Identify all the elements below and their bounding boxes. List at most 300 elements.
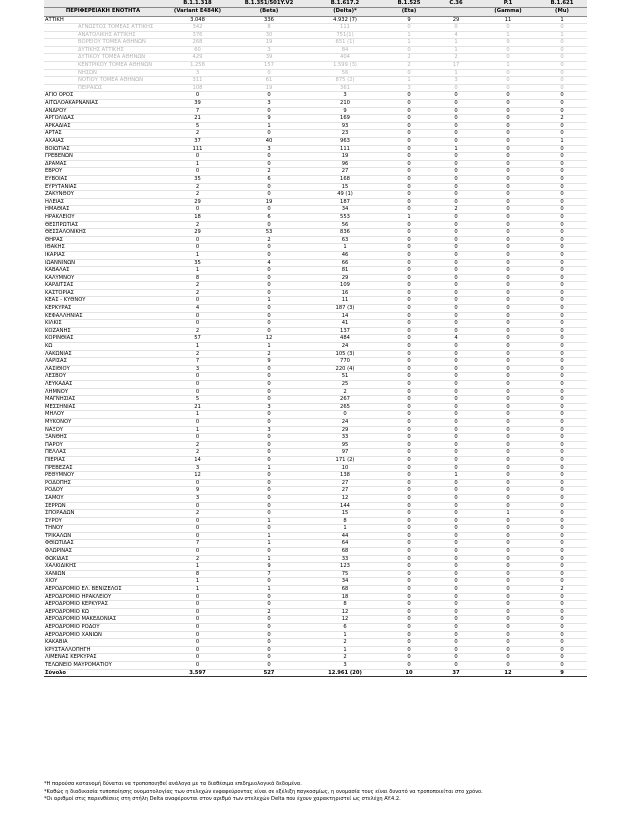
count-cell: 0 (385, 115, 433, 123)
count-cell: 0 (233, 289, 305, 297)
count-cell: 3 (233, 426, 305, 434)
count-cell: 0 (433, 244, 479, 252)
count-cell: 0 (385, 358, 433, 366)
count-cell: 0 (385, 411, 433, 419)
count-cell: 33 (305, 555, 385, 563)
count-cell: 11 (479, 16, 537, 24)
count-cell: 0 (433, 487, 479, 495)
count-cell: 1 (162, 160, 233, 168)
count-cell: 0 (233, 661, 305, 669)
count-cell: 8 (305, 517, 385, 525)
total-row (44, 669, 587, 677)
count-cell: 0 (433, 198, 479, 206)
count-cell: 0 (479, 138, 537, 146)
region-name-cell: ΚΩ (44, 343, 162, 351)
table-row (44, 365, 587, 373)
table-row (44, 487, 587, 495)
count-cell: 0 (385, 639, 433, 647)
count-cell: 0 (433, 532, 479, 540)
count-cell: 0 (433, 84, 479, 92)
count-cell: 0 (479, 373, 537, 381)
count-cell: 0 (233, 479, 305, 487)
count-cell: 0 (433, 540, 479, 548)
count-cell: 2 (433, 54, 479, 62)
count-cell: 0 (479, 426, 537, 434)
count-cell: 0 (433, 274, 479, 282)
count-cell: 12 (233, 335, 305, 343)
count-cell: 0 (433, 115, 479, 123)
count-cell: 0 (479, 122, 537, 130)
count-cell: 0 (537, 525, 587, 533)
count-cell: 19 (233, 84, 305, 92)
count-cell: 0 (162, 525, 233, 533)
sub-region-row (44, 31, 587, 39)
count-cell: 0 (479, 213, 537, 221)
count-cell: 0 (537, 472, 587, 480)
count-cell: 17 (433, 62, 479, 70)
count-cell: 0 (433, 631, 479, 639)
region-name-cell: ΚΕΦΑΛΛΗΝΙΑΣ (44, 312, 162, 320)
count-cell: 64 (305, 540, 385, 548)
count-cell: 3 (233, 100, 305, 108)
count-cell: 2 (385, 54, 433, 62)
count-cell: 0 (162, 479, 233, 487)
count-cell: 68 (305, 586, 385, 594)
count-cell: 0 (479, 282, 537, 290)
count-cell: 95 (305, 441, 385, 449)
count-cell: 0 (537, 441, 587, 449)
table-row (44, 305, 587, 313)
count-cell: 0 (433, 365, 479, 373)
count-cell: 0 (479, 46, 537, 54)
count-cell: 0 (479, 570, 537, 578)
region-name-cell: ΚΕΡΚΥΡΑΣ (44, 305, 162, 313)
table-row (44, 601, 587, 609)
count-cell: 0 (385, 608, 433, 616)
count-cell: 0 (162, 244, 233, 252)
count-cell: 0 (537, 661, 587, 669)
count-cell: 0 (233, 388, 305, 396)
count-cell: 0 (479, 624, 537, 632)
region-name-cell: ΕΒΡΟΥ (44, 168, 162, 176)
table-row (44, 183, 587, 191)
count-cell: 0 (385, 160, 433, 168)
column-header: (Mu) (537, 8, 587, 17)
table-row (44, 646, 587, 654)
count-cell: 144 (305, 502, 385, 510)
count-cell: 0 (537, 494, 587, 502)
count-cell: 0 (479, 24, 537, 32)
count-cell: 27 (305, 479, 385, 487)
count-cell: 0 (385, 24, 433, 32)
count-cell: 3 (305, 661, 385, 669)
region-name-cell: ΛΑΡΙΣΑΣ (44, 358, 162, 366)
count-cell: 0 (433, 616, 479, 624)
count-cell: 0 (433, 601, 479, 609)
sub-region-row (44, 77, 587, 85)
region-name-cell: ΑΕΡΟΔΡΟΜΙΟ ΚΕΡΚΥΡΑΣ (44, 601, 162, 609)
region-name-cell: ΒΟΙΩΤΙΑΣ (44, 145, 162, 153)
count-cell: 0 (537, 343, 587, 351)
count-cell: 0 (479, 168, 537, 176)
count-cell: 0 (385, 396, 433, 404)
region-name-cell: ΦΩΚΙΔΑΣ (44, 555, 162, 563)
region-name-cell: ΚΕΑΣ - ΚΥΘΝΟΥ (44, 297, 162, 305)
table-row (44, 411, 587, 419)
count-cell: 57 (162, 335, 233, 343)
count-cell: 0 (385, 570, 433, 578)
count-cell: 8 (305, 601, 385, 609)
count-cell: 1 (385, 77, 433, 85)
count-cell: 0 (233, 593, 305, 601)
count-cell: 0 (479, 191, 537, 199)
count-cell: 0 (537, 654, 587, 662)
table-row (44, 115, 587, 123)
count-cell: 2 (162, 510, 233, 518)
count-cell: 0 (537, 593, 587, 601)
count-cell: 109 (305, 282, 385, 290)
count-cell: 2 (385, 62, 433, 70)
count-cell: 0 (433, 343, 479, 351)
table-row (44, 107, 587, 115)
table-row (44, 586, 587, 594)
count-cell: 1 (305, 646, 385, 654)
count-cell: 0 (162, 312, 233, 320)
column-header: B.1.617.2 (305, 0, 385, 8)
count-cell: 1 (162, 411, 233, 419)
count-cell: 0 (385, 578, 433, 586)
count-cell: 1 (385, 213, 433, 221)
count-cell: 0 (433, 130, 479, 138)
count-cell: 2 (537, 586, 587, 594)
count-cell: 0 (433, 107, 479, 115)
count-cell: 0 (385, 175, 433, 183)
count-cell: 0 (433, 510, 479, 518)
count-cell: 0 (433, 517, 479, 525)
table-row (44, 244, 587, 252)
count-cell: 0 (433, 229, 479, 237)
count-cell: 0 (479, 608, 537, 616)
count-cell: 1.258 (162, 62, 233, 70)
region-name-cell: ΑΙΤΩΛΟΑΚΑΡΝΑΝΙΑΣ (44, 100, 162, 108)
count-cell: 0 (385, 107, 433, 115)
count-cell: 0 (433, 259, 479, 267)
count-cell: 0 (433, 593, 479, 601)
count-cell: 336 (233, 16, 305, 24)
count-cell: 51 (305, 373, 385, 381)
count-cell: 6 (233, 175, 305, 183)
count-cell: 0 (479, 312, 537, 320)
count-cell: 29 (162, 229, 233, 237)
count-cell: 1 (162, 267, 233, 275)
count-cell: 0 (433, 525, 479, 533)
count-cell: 0 (162, 388, 233, 396)
count-cell: 0 (479, 525, 537, 533)
count-cell: 2 (162, 449, 233, 457)
count-cell: 0 (433, 175, 479, 183)
count-cell: 169 (305, 115, 385, 123)
count-cell: 9 (385, 16, 433, 24)
count-cell: 0 (385, 661, 433, 669)
count-cell: 9 (479, 39, 537, 47)
count-cell: 0 (433, 267, 479, 275)
count-cell: 0 (479, 77, 537, 85)
count-cell: 0 (385, 449, 433, 457)
region-name-cell: ΚΟΡΙΝΘΙΑΣ (44, 335, 162, 343)
table-row (44, 160, 587, 168)
count-cell: 0 (385, 418, 433, 426)
count-cell: 0 (433, 24, 479, 32)
count-cell: 0 (537, 282, 587, 290)
count-cell: 0 (385, 138, 433, 146)
count-cell: 0 (385, 251, 433, 259)
count-cell: 0 (162, 631, 233, 639)
count-cell: 0 (385, 327, 433, 335)
count-cell: 9 (233, 358, 305, 366)
count-cell: 0 (537, 69, 587, 77)
table-row (44, 449, 587, 457)
region-name-cell: ΧΙΟΥ (44, 578, 162, 586)
region-name-cell: ΣΥΡΟΥ (44, 517, 162, 525)
count-cell: 0 (479, 107, 537, 115)
count-cell: 12 (162, 472, 233, 480)
count-cell: 11 (305, 297, 385, 305)
count-cell: 1 (233, 586, 305, 594)
column-header: P.1 (479, 0, 537, 8)
count-cell: 0 (233, 312, 305, 320)
count-cell: 0 (233, 456, 305, 464)
count-cell: 7 (233, 570, 305, 578)
count-cell: 0 (385, 540, 433, 548)
count-cell: 404 (305, 54, 385, 62)
count-cell: 0 (479, 358, 537, 366)
region-name-cell: ΘΗΡΑΣ (44, 236, 162, 244)
count-cell: 0 (233, 434, 305, 442)
table-row (44, 540, 587, 548)
total-count-cell: 12 (479, 669, 537, 677)
table-row (44, 229, 587, 237)
count-cell: 111 (305, 145, 385, 153)
count-cell: 1 (233, 343, 305, 351)
count-cell: 29 (305, 426, 385, 434)
region-name-cell: ΦΘΙΩΤΙΔΑΣ (44, 540, 162, 548)
count-cell: 265 (305, 403, 385, 411)
count-cell: 56 (305, 69, 385, 77)
count-cell: 0 (385, 206, 433, 214)
column-header: (Variant E484K) (162, 8, 233, 17)
count-cell: 0 (385, 464, 433, 472)
count-cell: 0 (433, 449, 479, 457)
count-cell: 23 (305, 130, 385, 138)
count-cell: 0 (233, 221, 305, 229)
count-cell: 0 (537, 130, 587, 138)
count-cell: 0 (385, 646, 433, 654)
count-cell: 3.048 (162, 16, 233, 24)
count-cell: 484 (305, 335, 385, 343)
count-cell: 0 (233, 396, 305, 404)
count-cell: 0 (162, 418, 233, 426)
region-name-cell: ΙΘΑΚΗΣ (44, 244, 162, 252)
count-cell: 8 (233, 24, 305, 32)
count-cell: 0 (162, 517, 233, 525)
count-cell: 4 (162, 305, 233, 313)
count-cell: 0 (479, 244, 537, 252)
count-cell: 0 (385, 532, 433, 540)
count-cell: 0 (479, 92, 537, 100)
count-cell: 0 (385, 335, 433, 343)
count-cell: 0 (162, 624, 233, 632)
count-cell: 2 (162, 350, 233, 358)
count-cell: 0 (433, 358, 479, 366)
count-cell: 1 (162, 563, 233, 571)
count-cell: 96 (305, 160, 385, 168)
count-cell: 0 (385, 456, 433, 464)
count-cell: 0 (537, 289, 587, 297)
count-cell: 14 (305, 312, 385, 320)
region-name-cell: ΜΕΣΣΗΝΙΑΣ (44, 403, 162, 411)
count-cell: 0 (433, 494, 479, 502)
count-cell: 35 (162, 175, 233, 183)
count-cell: 0 (537, 77, 587, 85)
count-cell: 0 (479, 343, 537, 351)
count-cell: 168 (305, 175, 385, 183)
table-row (44, 236, 587, 244)
count-cell: 0 (479, 456, 537, 464)
count-cell: 651 (1) (305, 39, 385, 47)
count-cell: 12 (305, 616, 385, 624)
count-cell: 0 (433, 441, 479, 449)
count-cell: 3 (385, 84, 433, 92)
count-cell: 111 (305, 24, 385, 32)
table-row (44, 418, 587, 426)
count-cell: 0 (233, 616, 305, 624)
table-row (44, 494, 587, 502)
count-cell: 429 (162, 54, 233, 62)
count-cell: 0 (537, 631, 587, 639)
table-row (44, 100, 587, 108)
count-cell: 210 (305, 100, 385, 108)
count-cell: 0 (479, 145, 537, 153)
table-row (44, 267, 587, 275)
region-name-cell: ΚΑΒΑΛΑΣ (44, 267, 162, 275)
count-cell: 0 (537, 183, 587, 191)
count-cell: 0 (385, 69, 433, 77)
count-cell: 0 (385, 586, 433, 594)
count-cell: 1 (433, 39, 479, 47)
count-cell: 0 (385, 479, 433, 487)
count-cell: 0 (537, 175, 587, 183)
count-cell: 0 (479, 586, 537, 594)
count-cell: 1 (537, 16, 587, 24)
count-cell: 0 (385, 563, 433, 571)
count-cell: 2 (305, 388, 385, 396)
region-name-cell: ΑΓΝΩΣΤΟΣ ΤΟΜΕΑΣ ΑΤΤΙΚΗΣ (44, 24, 162, 32)
count-cell: 0 (537, 251, 587, 259)
count-cell: 0 (233, 381, 305, 389)
count-cell: 0 (233, 327, 305, 335)
table-row (44, 175, 587, 183)
count-cell: 18 (162, 213, 233, 221)
count-cell: 0 (537, 145, 587, 153)
count-cell: 0 (479, 388, 537, 396)
count-cell: 0 (233, 654, 305, 662)
count-cell: 0 (233, 251, 305, 259)
count-cell: 0 (479, 365, 537, 373)
count-cell: 0 (233, 487, 305, 495)
count-cell: 0 (537, 396, 587, 404)
count-cell: 0 (479, 297, 537, 305)
count-cell: 0 (479, 593, 537, 601)
count-cell: 0 (537, 570, 587, 578)
count-cell: 27 (305, 168, 385, 176)
table-row (44, 396, 587, 404)
count-cell: 1 (162, 251, 233, 259)
count-cell: 8 (162, 274, 233, 282)
count-cell: 0 (479, 449, 537, 457)
count-cell: 0 (479, 548, 537, 556)
sub-region-row (44, 39, 587, 47)
table-row (44, 631, 587, 639)
region-name-cell: ΑΓΙΟ ΟΡΟΣ (44, 92, 162, 100)
count-cell: 0 (479, 654, 537, 662)
table-row (44, 517, 587, 525)
count-cell: 0 (385, 92, 433, 100)
table-row (44, 312, 587, 320)
count-cell: 40 (233, 138, 305, 146)
count-cell: 0 (233, 449, 305, 457)
count-cell: 1 (162, 586, 233, 594)
count-cell: 0 (162, 434, 233, 442)
header-row-lineage (44, 0, 587, 8)
table-row (44, 502, 587, 510)
count-cell: 0 (433, 411, 479, 419)
count-cell: 0 (479, 502, 537, 510)
count-cell: 0 (385, 441, 433, 449)
count-cell: 9 (162, 487, 233, 495)
count-cell: 0 (433, 646, 479, 654)
table-row (44, 532, 587, 540)
count-cell: 0 (433, 456, 479, 464)
count-cell: 4 (433, 31, 479, 39)
count-cell: 0 (479, 517, 537, 525)
region-name-cell: ΧΑΛΚΙΔΙΚΗΣ (44, 563, 162, 571)
count-cell: 0 (433, 586, 479, 594)
count-cell: 0 (233, 267, 305, 275)
count-cell: 0 (537, 381, 587, 389)
region-name-cell: ΑΡΚΑΔΙΑΣ (44, 122, 162, 130)
footnote: *Η παρούσα κατανομή δύναται να τροποποιηθεί ανάλογα με τα διαθέσιμα επιδημιολογικά δεδομένα. (44, 781, 302, 787)
region-name-cell: ΠΕΙΡΑΙΩΣ (44, 84, 162, 92)
count-cell: 0 (479, 100, 537, 108)
count-cell: 0 (537, 411, 587, 419)
count-cell: 1 (479, 62, 537, 70)
count-cell: 12 (305, 494, 385, 502)
region-name-cell: ΝΑΞΟΥ (44, 426, 162, 434)
region-name-cell: ΙΚΑΡΙΑΣ (44, 251, 162, 259)
count-cell: 342 (162, 24, 233, 32)
table-row (44, 570, 587, 578)
region-name-cell: ΑΕΡΟΔΡΟΜΙΟ ΕΛ. ΒΕΝΙΖΕΛΟΣ (44, 586, 162, 594)
count-cell: 0 (479, 639, 537, 647)
count-cell: 171 (2) (305, 456, 385, 464)
count-cell: 0 (537, 624, 587, 632)
region-name-cell: ΣΕΡΡΩΝ (44, 502, 162, 510)
count-cell: 19 (233, 198, 305, 206)
table-row (44, 335, 587, 343)
count-cell: 1.599 (3) (305, 62, 385, 70)
count-cell: 1 (479, 31, 537, 39)
count-cell: 19 (305, 153, 385, 161)
